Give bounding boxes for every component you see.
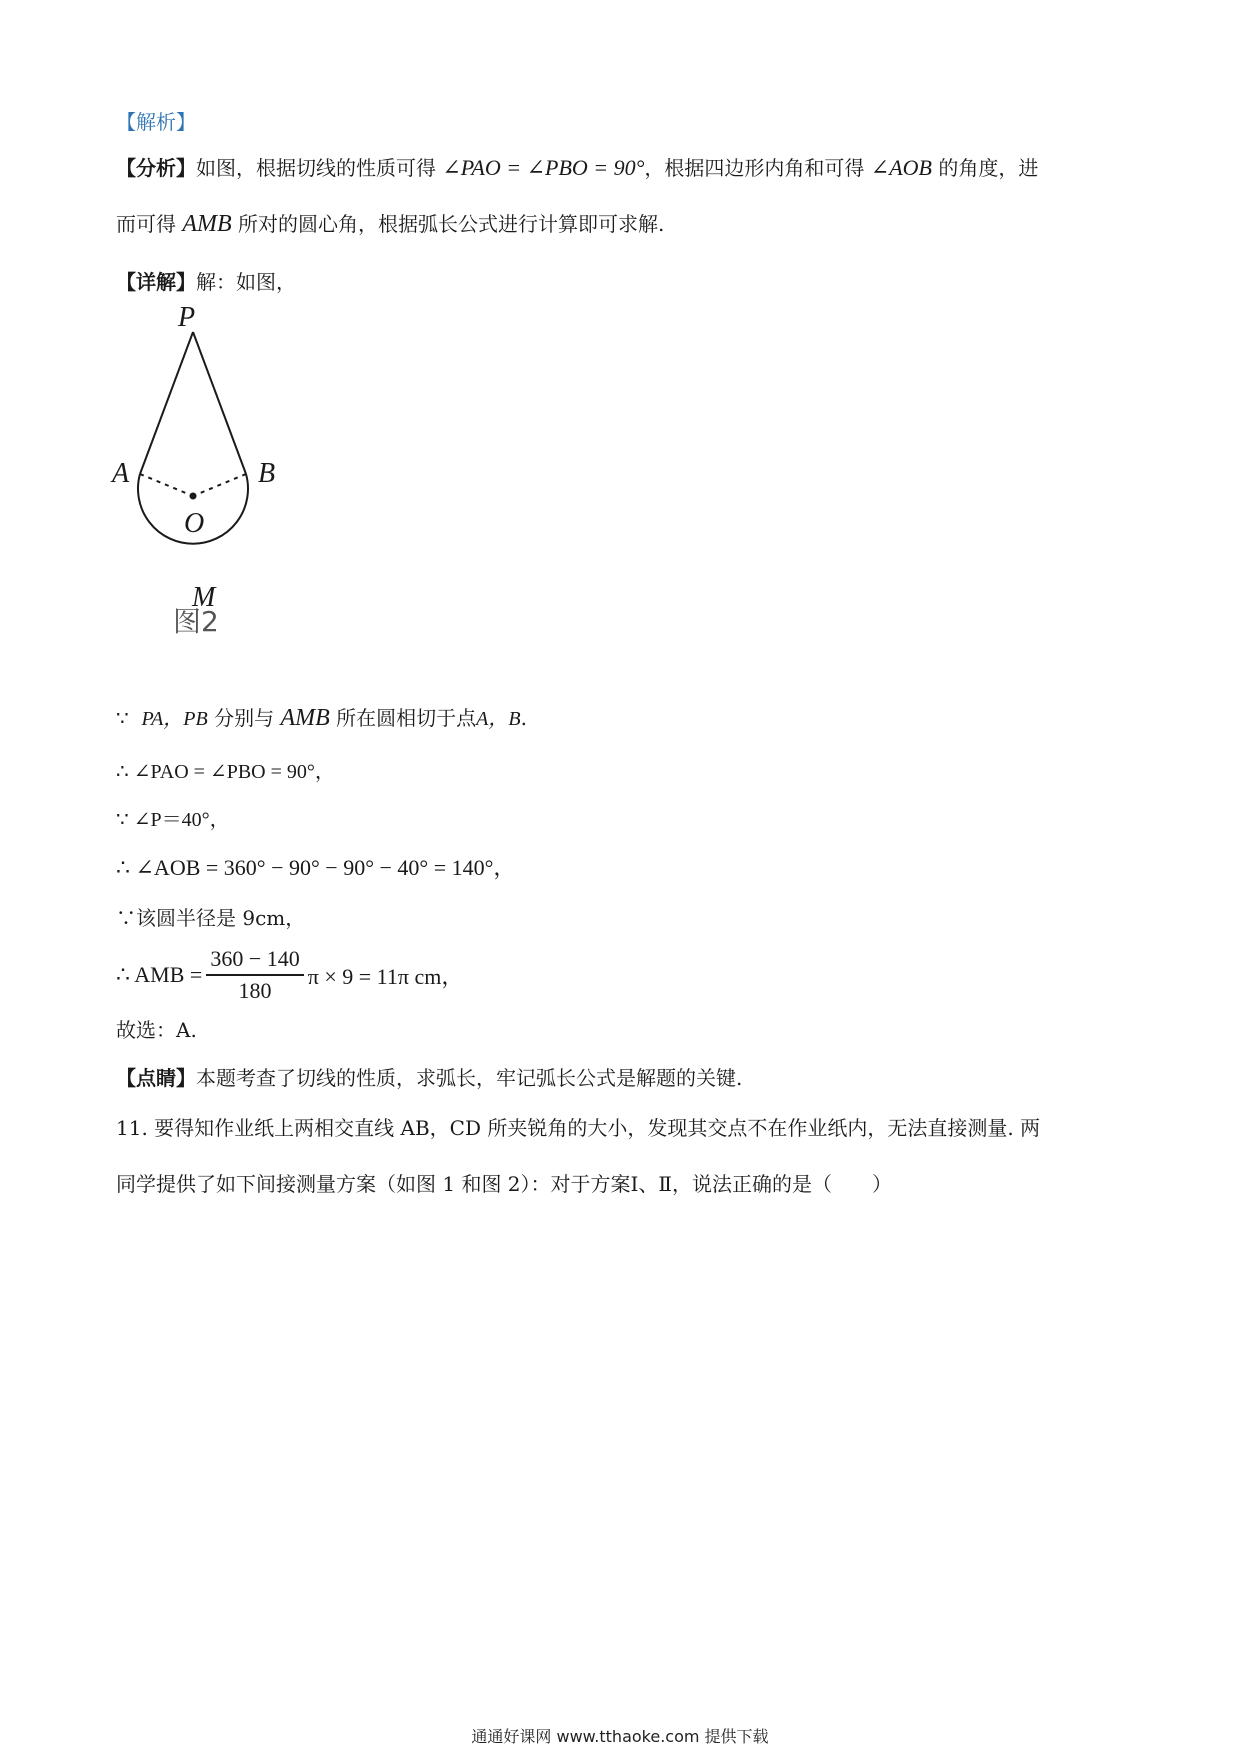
detail-prefix: 【详解】 bbox=[116, 270, 196, 294]
tangent-line-pa bbox=[140, 332, 193, 474]
analysis-line-1 bbox=[116, 154, 1038, 182]
step-6-lhs: ∴ AMB = bbox=[116, 962, 203, 987]
step-1-text-2: 所在圆相切于点 bbox=[336, 706, 477, 730]
question-11-line-2: 同学提供了如下间接测量方案（如图 1 和图 2）：对于方案Ⅰ、Ⅱ，说法正确的是（ ） bbox=[116, 1172, 893, 1196]
step-6 bbox=[116, 946, 463, 1004]
section-label: 【解析】 bbox=[116, 110, 196, 134]
step-2: ∴ ∠PAO = ∠PBO = 90°， bbox=[116, 761, 335, 783]
analysis-text-2: ，根据四边形内角和可得 bbox=[644, 156, 865, 180]
step-5: ∵该圆半径是 9cm， bbox=[116, 906, 306, 930]
analysis-prefix: 【分析】 bbox=[116, 156, 196, 180]
step-7: 故选：A. bbox=[116, 1018, 197, 1042]
step-1 bbox=[116, 704, 527, 733]
analysis-expr-2: ∠AOB bbox=[870, 155, 932, 180]
footer-credit: 通通好课网 www.tthaoke.com 提供下载 bbox=[471, 1727, 769, 1746]
analysis-text-4: 而可得 bbox=[116, 212, 176, 236]
tangent-line-pb bbox=[193, 332, 246, 474]
figure-caption: 图2 bbox=[173, 605, 219, 638]
because-symbol: ∵ bbox=[116, 706, 129, 730]
detail-line bbox=[116, 268, 296, 296]
label-p: P bbox=[178, 302, 196, 333]
label-o: O bbox=[184, 508, 205, 539]
comment-text: 本题考查了切线的性质，求弧长，牢记弧长公式是解题的关键. bbox=[196, 1066, 743, 1090]
step-1-points: A，B bbox=[476, 708, 521, 730]
step-1-text: 分别与 bbox=[214, 706, 275, 730]
center-point bbox=[190, 493, 197, 500]
tangent-circle-figure bbox=[100, 300, 320, 640]
question-11-line-1: 11. 要得知作业纸上两相交直线 AB，CD 所夹锐角的大小，发现其交点不在作业纸内，无法直接测量. 两 bbox=[116, 1116, 1041, 1140]
analysis-text-3: 的角度，进 bbox=[938, 156, 1039, 180]
fraction-denominator: 180 bbox=[238, 978, 272, 1003]
comment-line bbox=[116, 1064, 742, 1092]
step-6-rhs: π × 9 = 11π cm， bbox=[307, 963, 464, 989]
analysis-line-2 bbox=[116, 210, 664, 238]
label-b: B bbox=[258, 458, 276, 489]
arc-length-fraction bbox=[206, 946, 303, 1004]
analysis-expr-1: ∠PAO = ∠PBO = 90° bbox=[442, 155, 645, 180]
radius-ob bbox=[193, 474, 246, 496]
step-1-lines: PA，PB bbox=[141, 708, 208, 730]
comment-prefix: 【点睛】 bbox=[116, 1066, 196, 1090]
step-4: ∴ ∠AOB = 360° − 90° − 90° − 40° = 140°， bbox=[116, 855, 516, 880]
step-3: ∵ ∠P＝40°， bbox=[116, 809, 230, 831]
analysis-text-5: 所对的圆心角，根据弧长公式进行计算即可求解. bbox=[238, 212, 665, 236]
label-a: A bbox=[112, 458, 130, 489]
analysis-text-1: 如图，根据切线的性质可得 bbox=[196, 156, 436, 180]
label-m: M bbox=[192, 582, 216, 613]
step-1-arc: AMB bbox=[280, 705, 330, 731]
analysis-arc: AMB bbox=[182, 211, 232, 237]
radius-oa bbox=[140, 474, 193, 496]
fraction-numerator: 360 − 140 bbox=[206, 946, 303, 976]
step-1-end: . bbox=[520, 706, 527, 730]
detail-text: 解：如图， bbox=[196, 270, 296, 294]
